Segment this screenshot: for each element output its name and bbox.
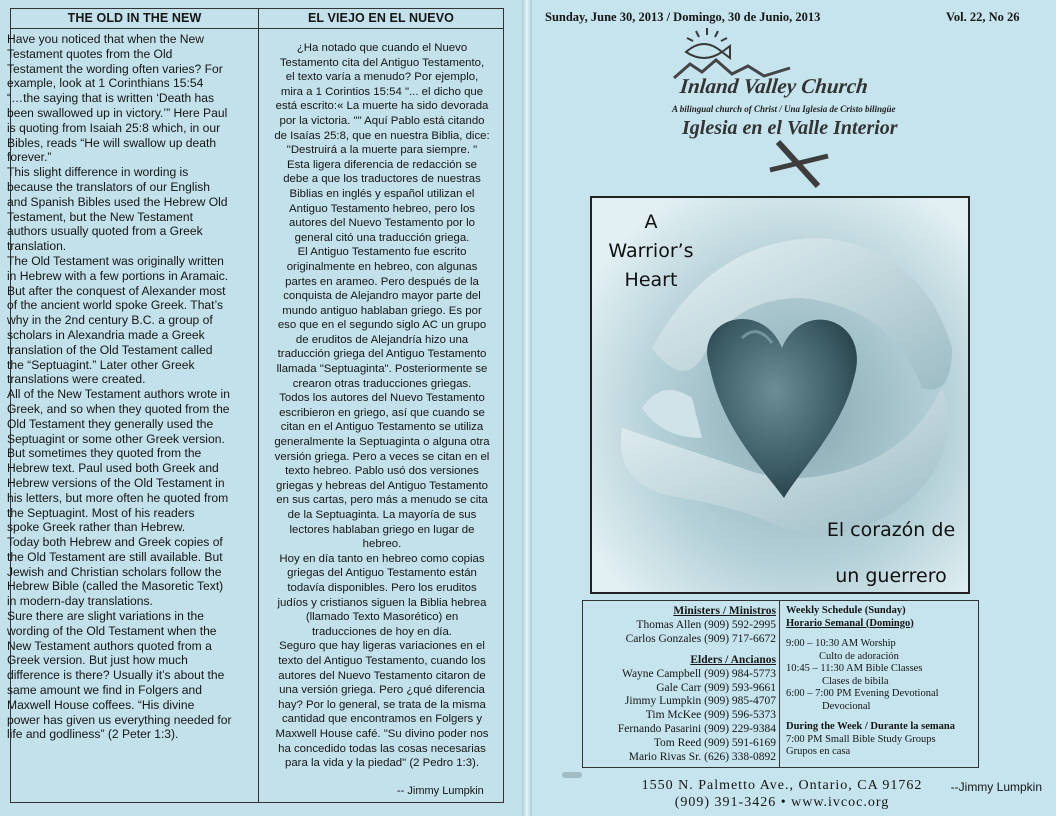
- article-line: de la Septuaginta. La mayoría de sus: [287, 509, 477, 521]
- english-article-heading: THE OLD IN THE NEW: [11, 9, 258, 29]
- bulletin-volume: Vol. 22, No 26: [946, 10, 1020, 24]
- article-line: the Old Testament are still available. But: [7, 549, 223, 564]
- elder-entry: Fernando Pasarini (909) 229-9384: [617, 723, 776, 736]
- article-line: griegas y hebreas del Antiguo Testamento: [276, 479, 488, 492]
- photo-title-spanish: [824, 507, 958, 599]
- article-line: ha concedido todas las cosas necesarias: [278, 742, 486, 755]
- article-line: Testament, but the New Testament: [7, 209, 193, 224]
- schedule-item-translation: Culto de adoración: [819, 650, 899, 662]
- elder-entry: Tom Reed (909) 591-6169: [653, 737, 776, 750]
- article-line: texto hebreo. Pablo usó dos versiones: [285, 465, 479, 478]
- article-line: Maxwell House café. "Su divino poder nos: [275, 727, 489, 740]
- article-line: Testamento cita del Antiguo Testamento,: [279, 56, 485, 69]
- spanish-article-heading: EL VIEJO EN EL NUEVO: [259, 9, 503, 29]
- elder-entry: Mario Rivas Sr. (626) 338-0892: [628, 751, 776, 764]
- article-line: hebreo.: [362, 538, 402, 551]
- article-line: why in the 2nd century B.C. a group of: [7, 313, 213, 328]
- article-line: de Isaías 25:8, que en nuestra Biblia, dice:: [274, 129, 490, 142]
- article-line: originalmente en hebreo, con algunas: [286, 260, 478, 273]
- article-line: This slight difference in wording is: [7, 165, 189, 180]
- photo-title-line: un guerrero: [835, 565, 947, 587]
- article-line: forever.”: [7, 150, 52, 165]
- article-line: Biblias en inglés y español utilizan el: [289, 187, 475, 200]
- article-line: But after the conquest of Alexander most: [7, 283, 226, 298]
- church-info-box: [582, 600, 979, 768]
- article-line: authors usually quoted from a Greek: [7, 224, 203, 239]
- article-line: Esta ligera diferencia de redacción se: [287, 158, 477, 171]
- minister-entry: Carlos Gonzales (909) 717-6672: [625, 632, 776, 645]
- article-line: autores del Nuevo Testamento por lo: [289, 217, 475, 230]
- ministers-heading: Ministers / Ministros: [673, 605, 776, 617]
- article-line: “…the saying that is written ‘Death has: [7, 91, 215, 106]
- article-line: de eruditos de Alejandría hizo una: [295, 333, 469, 346]
- article-line: (llamado Texto Masorético) en: [305, 611, 459, 624]
- article-line: because the translators of our English: [7, 179, 211, 194]
- article-line: Greek version. But just how much: [7, 653, 188, 668]
- elders-heading: Elders / Ancianos: [690, 653, 776, 666]
- article-line: generalmente la Septuaginta o alguna otra: [274, 436, 490, 449]
- article-line: eso que en el segundo siglo AC un grupo: [277, 319, 487, 332]
- bulletin-date: Sunday, June 30, 2013 / Domingo, 30 de Junio, 2013: [545, 10, 821, 24]
- article-line: Testament the wording often varies? For: [7, 61, 223, 76]
- article-line: translation.: [7, 239, 67, 254]
- article-line: power has given us everything needed for: [7, 712, 232, 727]
- article-line: el texto varía a menudo? Por ejemplo,: [285, 71, 479, 84]
- article-line: en sus cartas, pero más a menudo se cita: [276, 494, 488, 507]
- article-line: in modern-day translations.: [7, 594, 153, 609]
- schedule-heading-spanish: Horario Semanal (Domingo): [786, 617, 914, 629]
- article-line: autores del Nuevo Testamento citaron de: [278, 669, 486, 682]
- article-line: Hebrew text. Paul used both Greek and: [7, 461, 219, 476]
- article-line: llamada "Septuaginta". Posteriormente se: [276, 363, 488, 376]
- schedule-item: 9:00 – 10:30 AM Worship: [786, 638, 896, 649]
- article-line: same amount we find in Folgers and: [7, 683, 202, 698]
- article-line: translations were created.: [7, 372, 146, 387]
- article-line: Jewish and Christian scholars follow the: [7, 564, 222, 579]
- article-line: El Antiguo Testamento fue escrito: [297, 246, 467, 259]
- article-line: citan en el Antiguo Testamento se utiliza: [280, 421, 484, 434]
- article-line: and Spanish Bibles used the Hebrew Old: [7, 194, 228, 209]
- article-line: lectores hablaban griego en lugar de: [289, 523, 475, 536]
- article-line: of the ancient world spoke Greek. That’s: [7, 298, 224, 313]
- english-author-signature: --Jimmy Lumpkin: [950, 780, 1042, 794]
- article-line: debe a que los traductores de nuestras: [283, 173, 481, 186]
- minister-entry: Thomas Allen (909) 592-2995: [636, 618, 776, 631]
- photo-title-english: [606, 208, 696, 295]
- article-line: está escrito:« La muerte ha sido devorada: [275, 100, 489, 113]
- article-line: partes en arameo. Pero después de la: [285, 275, 479, 288]
- article-line: wording of the Old Testament when the: [7, 623, 217, 638]
- article-line: traducción griega del Antiguo Testamento: [277, 348, 487, 361]
- article-line: para la vida y la piedad" (2 Pedro 1:3).: [284, 757, 479, 770]
- church-address-block: [602, 777, 962, 811]
- church-address: 1550 N. Palmetto Ave., Ontario, CA 91762: [641, 778, 923, 793]
- article-line: texto del Antiguo Testamento, cuando los: [278, 654, 486, 667]
- article-line: hay? Por lo general, se trata de la misma: [278, 698, 486, 711]
- schedule-heading: Weekly Schedule (Sunday): [786, 605, 906, 616]
- print-smudge: [562, 772, 582, 778]
- article-line: crearon otras traducciones griegas.: [292, 377, 472, 390]
- article-line: example, look at 1 Corinthians 15:54: [7, 76, 204, 91]
- church-name: Inland Valley Church: [678, 74, 870, 98]
- article-line: life and godliness” (2 Peter 1:3).: [7, 727, 179, 742]
- article-line: the Septuagint. Most of his readers: [7, 505, 195, 520]
- english-article-body: [7, 32, 249, 742]
- article-line: ¿Ha notado que cuando el Nuevo: [296, 42, 468, 54]
- article-line: Hoy en día tanto en hebreo como copias: [279, 552, 485, 565]
- article-line: traducciones de hoy en día.: [312, 625, 452, 638]
- article-line: cantidad que encontramos en Folgers y: [281, 713, 483, 726]
- article-line: judíos y cristianos siguen la Biblia hebrea: [277, 596, 487, 609]
- page-fold: [522, 0, 532, 816]
- spanish-article-body: [262, 41, 502, 771]
- church-contact: (909) 391-3426 • www.ivcoc.org: [674, 795, 890, 810]
- article-line: conquista de Alejandro mayor parte del: [283, 290, 481, 303]
- weekday-item: 7:00 PM Small Bible Study Groups: [786, 733, 936, 745]
- article-line: por la victoria. "" Aquí Pablo está citando: [279, 114, 485, 127]
- article-line: Today both Hebrew and Greek copies of: [7, 535, 223, 550]
- info-box-divider: [779, 601, 780, 767]
- article-line: spoke Greek rather than Hebrew.: [7, 520, 186, 535]
- article-line: translation of the Old Testament called: [7, 342, 213, 357]
- article-line: The Old Testament was originally written: [7, 253, 224, 268]
- cross-icon: [760, 140, 830, 190]
- weekly-schedule: [786, 605, 976, 759]
- article-line: scholars in Alexandria made a Greek: [7, 327, 205, 342]
- elder-entry: Jimmy Lumpkin (909) 985-4707: [624, 695, 776, 708]
- spanish-article-column: [258, 8, 504, 803]
- church-name-spanish: Iglesia en el Valle Interior: [682, 117, 898, 139]
- article-line: Hebrew versions of the Old Testament in: [7, 475, 225, 490]
- article-line: Todos los autores del Nuevo Testamento: [279, 392, 485, 405]
- article-line: mundo antiguo hablaban griego. Es por: [282, 304, 482, 317]
- article-line: Hebrew Bible (called the Masoretic Text): [7, 579, 224, 594]
- leadership-list: [583, 601, 779, 767]
- schedule-item-translation: Devocional: [822, 700, 871, 712]
- article-line: griegas del Antiguo Testamento están: [287, 567, 477, 580]
- schedule-item: 10:45 – 11:30 AM Bible Classes: [786, 663, 923, 674]
- article-line: Seguro que hay ligeras variaciones en el: [279, 640, 485, 653]
- article-line: But sometimes they quoted from the: [7, 446, 202, 461]
- article-line: Sure there are slight variations in the: [7, 609, 204, 624]
- article-line: Septuagint or some other Greek version.: [7, 431, 225, 446]
- elder-entry: Tim McKee (909) 596-5373: [645, 709, 776, 722]
- elder-entry: Gale Carr (909) 593-9661: [656, 681, 776, 694]
- photo-title-line: A Warrior’s: [608, 211, 694, 262]
- article-line: the “Septuagint.” Later other Greek: [7, 357, 195, 372]
- article-line: Old Testament they generally used the: [7, 416, 214, 431]
- article-line: "Destruirá a la muerte para siempre. ": [286, 144, 478, 157]
- article-line: difference is there? Usually it’s about the: [7, 668, 225, 683]
- article-line: New Testament authors quoted from a: [7, 638, 212, 653]
- article-line: Bibles, reads “He will swallow up death: [7, 135, 217, 150]
- article-line: escribieron en griego, así que cuando se: [279, 406, 485, 419]
- article-line: in Hebrew with a few portions in Aramaic.: [7, 268, 229, 283]
- article-line: general citó una traducción griega.: [294, 231, 470, 244]
- article-line: his letters, but more often he quoted from: [7, 490, 229, 505]
- article-line: All of the New Testament authors wrote in: [7, 387, 230, 402]
- article-line: Antiguo Testamento hebreo, pero los: [289, 202, 475, 215]
- church-tagline: A bilingual church of Christ / Una Iglesia de Cristo bilingüe: [672, 104, 896, 114]
- weekday-item-translation: Grupos en casa: [786, 746, 851, 757]
- schedule-item: 6:00 – 7:00 PM Evening Devotional: [786, 688, 939, 699]
- article-line: been swallowed up in victory.’” Here Paul: [7, 105, 228, 120]
- spanish-author-signature: -- Jimmy Lumpkin: [397, 785, 484, 797]
- elder-entry: Wayne Campbell (909) 984-5773: [622, 667, 776, 680]
- article-line: una versión griega. Pero ¿qué diferencia: [279, 684, 485, 697]
- article-line: Testament quotes from the Old: [7, 46, 173, 61]
- article-line: versión griega. Pero a veces se citan en el: [274, 450, 490, 463]
- article-line: is quoting from Isaiah 25:8 which, in our: [7, 120, 221, 135]
- article-line: Greek, and so when they quoted from the: [7, 401, 230, 416]
- article-line: Have you noticed that when the New: [7, 32, 204, 46]
- article-line: mira a 1 Corintios 15:54 "... el dicho que: [280, 85, 484, 98]
- article-line: todavía disponibles. Pero los eruditos: [287, 581, 477, 594]
- photo-title-line: El corazón de: [826, 519, 956, 541]
- schedule-item-translation: Clases de bibila: [822, 675, 889, 687]
- article-line: Maxwell House coffees. “His divine: [7, 697, 195, 712]
- photo-title-line: Heart: [624, 269, 678, 291]
- weekday-heading: During the Week / Durante la semana: [786, 721, 955, 732]
